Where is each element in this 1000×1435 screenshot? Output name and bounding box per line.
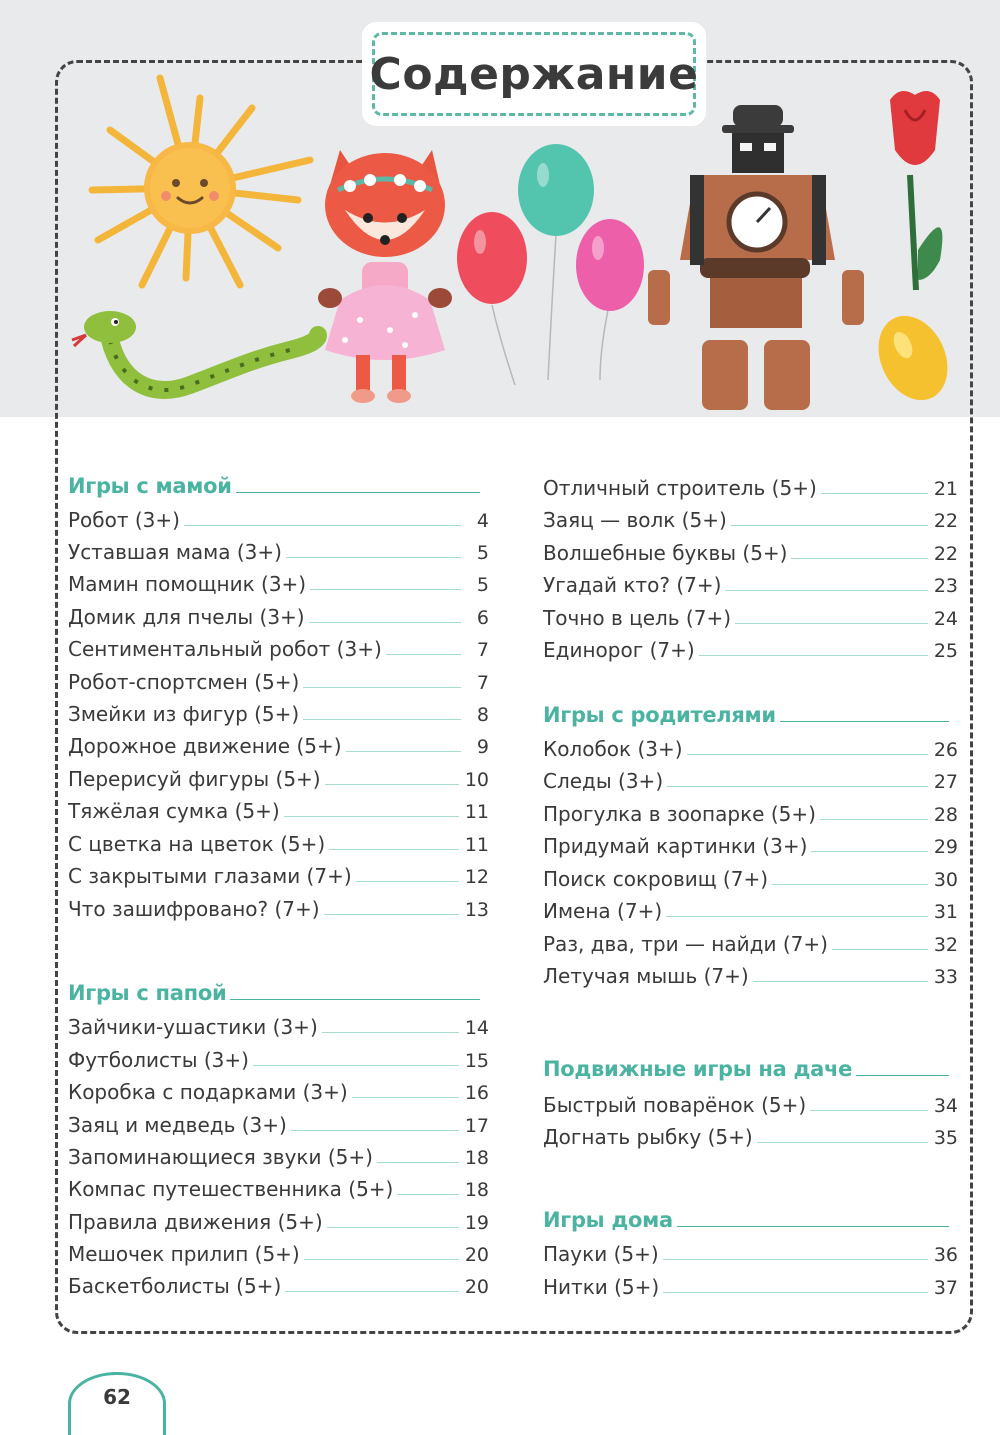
toc-entry-title: Мешочек прилип (5+) bbox=[68, 1242, 300, 1266]
toc-entry[interactable] bbox=[543, 731, 958, 761]
toc-entry-page: 5 bbox=[476, 542, 489, 564]
toc-entry[interactable] bbox=[543, 535, 958, 565]
toc-entry[interactable] bbox=[68, 566, 489, 596]
toc-entry-page: 13 bbox=[464, 899, 489, 921]
title-box bbox=[362, 22, 706, 126]
toc-entry-page: 7 bbox=[476, 672, 489, 694]
toc-entry[interactable] bbox=[68, 502, 489, 532]
dot-leader bbox=[291, 1130, 459, 1131]
dot-leader bbox=[687, 754, 928, 755]
dot-leader bbox=[303, 719, 461, 720]
dot-leader bbox=[329, 849, 459, 850]
toc-entry[interactable] bbox=[68, 664, 489, 694]
toc-entry[interactable] bbox=[68, 1236, 489, 1266]
section-heading[interactable] bbox=[68, 468, 480, 498]
section-rule bbox=[856, 1075, 949, 1077]
dot-leader bbox=[832, 949, 928, 950]
toc-entry[interactable] bbox=[68, 1139, 489, 1169]
toc-entry-title: Единорог (7+) bbox=[543, 638, 695, 662]
toc-entry-page: 6 bbox=[476, 607, 489, 629]
dot-leader bbox=[811, 851, 927, 852]
dot-leader bbox=[184, 525, 461, 526]
dot-leader bbox=[735, 623, 928, 624]
toc-entry[interactable] bbox=[543, 470, 958, 500]
toc-entry-page: 22 bbox=[933, 543, 958, 565]
toc-entry[interactable] bbox=[68, 1107, 489, 1137]
toc-entry[interactable] bbox=[543, 1236, 958, 1266]
toc-entry-page: 34 bbox=[933, 1095, 958, 1117]
section-heading-label: Игры с папой bbox=[68, 981, 227, 1005]
toc-entry-title: Придумай картинки (3+) bbox=[543, 834, 808, 858]
toc-entry-title: Догнать рыбку (5+) bbox=[543, 1125, 753, 1149]
toc-entry[interactable] bbox=[68, 1171, 489, 1201]
toc-entry-title: Заяц — волк (5+) bbox=[543, 508, 727, 532]
toc-entry-page: 29 bbox=[933, 836, 958, 858]
toc-entry-page: 8 bbox=[476, 704, 489, 726]
toc-entry-page: 18 bbox=[464, 1147, 489, 1169]
dot-leader bbox=[303, 687, 461, 688]
toc-entry-title: Нитки (5+) bbox=[543, 1275, 660, 1299]
toc-entry-page: 28 bbox=[933, 804, 958, 826]
toc-entry[interactable] bbox=[543, 796, 958, 826]
toc-entry-page: 20 bbox=[464, 1276, 489, 1298]
toc-entry[interactable] bbox=[543, 1119, 958, 1149]
dot-leader bbox=[772, 884, 928, 885]
dot-leader bbox=[324, 914, 459, 915]
toc-entry[interactable] bbox=[543, 567, 958, 597]
toc-entry-page: 15 bbox=[464, 1050, 489, 1072]
toc-entry-page: 11 bbox=[464, 834, 489, 856]
toc-entry-title: Домик для пчелы (3+) bbox=[68, 605, 305, 629]
dot-leader bbox=[820, 819, 928, 820]
toc-entry[interactable] bbox=[543, 1087, 958, 1117]
page-title: Содержание bbox=[369, 48, 699, 100]
dot-leader bbox=[310, 589, 461, 590]
dot-leader bbox=[346, 751, 461, 752]
toc-entry-title: Прогулка в зоопарке (5+) bbox=[543, 802, 816, 826]
section-heading[interactable] bbox=[68, 975, 480, 1005]
toc-entry[interactable] bbox=[68, 826, 489, 856]
page-number: 62 bbox=[103, 1385, 131, 1409]
toc-entry-title: С закрытыми глазами (7+) bbox=[68, 864, 352, 888]
toc-entry-title: Сентиментальный робот (3+) bbox=[68, 637, 382, 661]
toc-entry-title: Дорожное движение (5+) bbox=[68, 734, 342, 758]
toc-entry[interactable] bbox=[68, 858, 489, 888]
toc-entry-title: Зайчики-ушастики (3+) bbox=[68, 1015, 318, 1039]
toc-entry[interactable] bbox=[68, 728, 489, 758]
dot-leader bbox=[397, 1194, 458, 1195]
toc-entry-page: 11 bbox=[464, 801, 489, 823]
toc-entry-page: 30 bbox=[933, 869, 958, 891]
toc-entry-title: Летучая мышь (7+) bbox=[543, 964, 749, 988]
toc-entry-title: Заяц и медведь (3+) bbox=[68, 1113, 287, 1137]
toc-entry-title: Робот (3+) bbox=[68, 508, 180, 532]
toc-entry-title: Поиск сокровищ (7+) bbox=[543, 867, 769, 891]
section-heading[interactable] bbox=[543, 1051, 949, 1081]
dot-leader bbox=[309, 622, 461, 623]
toc-entry[interactable] bbox=[68, 1268, 489, 1298]
toc-entry-title: С цветка на цветок (5+) bbox=[68, 832, 326, 856]
toc-entry-title: Уставшая мама (3+) bbox=[68, 540, 282, 564]
toc-entry-title: Пауки (5+) bbox=[543, 1242, 659, 1266]
dot-leader bbox=[663, 1292, 928, 1293]
section-heading-label: Игры с мамой bbox=[68, 474, 232, 498]
toc-entry[interactable] bbox=[543, 958, 958, 988]
dot-leader bbox=[322, 1032, 459, 1033]
toc-entry-title: Футболисты (3+) bbox=[68, 1048, 249, 1072]
toc-entry-page: 24 bbox=[933, 608, 958, 630]
dot-leader bbox=[286, 557, 461, 558]
toc-entry-page: 9 bbox=[476, 736, 489, 758]
toc-entry-page: 12 bbox=[464, 866, 489, 888]
toc-entry-page: 22 bbox=[933, 510, 958, 532]
toc-entry-title: Что зашифровано? (7+) bbox=[68, 897, 320, 921]
toc-entry-page: 20 bbox=[464, 1244, 489, 1266]
toc-entry-page: 4 bbox=[476, 510, 489, 532]
dot-leader bbox=[304, 1259, 459, 1260]
toc-entry-title: Точно в цель (7+) bbox=[543, 606, 732, 630]
dot-leader bbox=[386, 654, 461, 655]
toc-entry-page: 32 bbox=[933, 934, 958, 956]
toc-entry-title: Мамин помощник (3+) bbox=[68, 572, 307, 596]
toc-entry[interactable] bbox=[543, 1269, 958, 1299]
dot-leader bbox=[725, 590, 927, 591]
toc-entry-page: 5 bbox=[476, 574, 489, 596]
toc-entry-page: 26 bbox=[933, 739, 958, 761]
toc-entry-page: 16 bbox=[464, 1082, 489, 1104]
toc-entry-title: Коробка с подарками (3+) bbox=[68, 1080, 348, 1104]
section-rule bbox=[677, 1226, 949, 1228]
toc-entry[interactable] bbox=[543, 632, 958, 662]
toc-entry[interactable] bbox=[543, 502, 958, 532]
toc-entry[interactable] bbox=[543, 926, 958, 956]
dot-leader bbox=[699, 655, 928, 656]
page-number-badge bbox=[68, 1372, 166, 1435]
toc-entry-title: Робот-спортсмен (5+) bbox=[68, 670, 300, 694]
toc-entry-page: 27 bbox=[933, 771, 958, 793]
dot-leader bbox=[663, 1259, 928, 1260]
toc-entry[interactable] bbox=[68, 1009, 489, 1039]
toc-entry-title: Отличный строитель (5+) bbox=[543, 476, 817, 500]
toc-entry-title: Змейки из фигур (5+) bbox=[68, 702, 300, 726]
dot-leader bbox=[325, 784, 459, 785]
toc-entry[interactable] bbox=[543, 828, 958, 858]
toc-entry-page: 7 bbox=[476, 639, 489, 661]
toc-entry-title: Раз, два, три — найди (7+) bbox=[543, 932, 828, 956]
toc-entry-title: Быстрый поварёнок (5+) bbox=[543, 1093, 807, 1117]
dot-leader bbox=[253, 1065, 459, 1066]
toc-entry[interactable] bbox=[543, 893, 958, 923]
toc-entry[interactable] bbox=[543, 763, 958, 793]
toc-entry-page: 25 bbox=[933, 640, 958, 662]
title-border bbox=[369, 32, 699, 116]
dot-leader bbox=[284, 816, 459, 817]
toc-entry-title: Правила движения (5+) bbox=[68, 1210, 323, 1234]
toc-entry[interactable] bbox=[68, 761, 489, 791]
section-rule bbox=[230, 999, 480, 1001]
dot-leader bbox=[791, 558, 927, 559]
toc-entry-title: Колобок (3+) bbox=[543, 737, 683, 761]
toc-entry[interactable] bbox=[68, 793, 489, 823]
dot-leader bbox=[327, 1227, 459, 1228]
section-rule bbox=[236, 492, 480, 494]
section-heading[interactable] bbox=[543, 697, 949, 727]
toc-entry-page: 18 bbox=[464, 1179, 489, 1201]
dot-leader bbox=[757, 1142, 928, 1143]
toc-entry-page: 36 bbox=[933, 1244, 958, 1266]
toc-entry-page: 37 bbox=[933, 1277, 958, 1299]
dot-leader bbox=[356, 881, 459, 882]
toc-entry-page: 31 bbox=[933, 901, 958, 923]
dot-leader bbox=[731, 525, 928, 526]
section-heading[interactable] bbox=[543, 1202, 949, 1232]
dot-leader bbox=[666, 916, 928, 917]
dot-leader bbox=[352, 1097, 459, 1098]
toc-entry-page: 14 bbox=[464, 1017, 489, 1039]
toc-entry-title: Компас путешественника (5+) bbox=[68, 1177, 394, 1201]
toc-entry[interactable] bbox=[68, 696, 489, 726]
toc-entry[interactable] bbox=[543, 600, 958, 630]
toc-entry-page: 21 bbox=[933, 478, 958, 500]
toc-entry[interactable] bbox=[68, 599, 489, 629]
toc-entry[interactable] bbox=[68, 891, 489, 921]
dot-leader bbox=[667, 786, 928, 787]
section-heading-label: Игры дома bbox=[543, 1208, 673, 1232]
section-heading-label: Игры с родителями bbox=[543, 703, 776, 727]
toc-entry-title: Тяжёлая сумка (5+) bbox=[68, 799, 280, 823]
toc-entry-page: 23 bbox=[933, 575, 958, 597]
toc-entry[interactable] bbox=[68, 1042, 489, 1072]
toc-entry[interactable] bbox=[68, 631, 489, 661]
toc-entry-page: 19 bbox=[464, 1212, 489, 1234]
toc-entry-title: Волшебные буквы (5+) bbox=[543, 541, 788, 565]
toc-entry[interactable] bbox=[68, 1204, 489, 1234]
toc-entry-page: 33 bbox=[933, 966, 958, 988]
section-heading-label: Подвижные игры на даче bbox=[543, 1057, 853, 1081]
dot-leader bbox=[285, 1291, 459, 1292]
toc-entry-title: Запоминающиеся звуки (5+) bbox=[68, 1145, 373, 1169]
dot-leader bbox=[377, 1162, 459, 1163]
dot-leader bbox=[810, 1110, 928, 1111]
toc-entry[interactable] bbox=[543, 861, 958, 891]
dot-leader bbox=[821, 493, 928, 494]
toc-entry-title: Имена (7+) bbox=[543, 899, 663, 923]
dot-leader bbox=[753, 981, 928, 982]
toc-entry[interactable] bbox=[68, 534, 489, 564]
toc-entry-title: Следы (3+) bbox=[543, 769, 664, 793]
toc-entry-title: Перерисуй фигуры (5+) bbox=[68, 767, 321, 791]
toc-entry-page: 17 bbox=[464, 1115, 489, 1137]
toc-entry-title: Баскетболисты (5+) bbox=[68, 1274, 282, 1298]
toc-entry-page: 35 bbox=[933, 1127, 958, 1149]
toc-entry[interactable] bbox=[68, 1074, 489, 1104]
section-rule bbox=[780, 721, 949, 723]
toc-entry-page: 10 bbox=[464, 769, 489, 791]
toc-entry-title: Угадай кто? (7+) bbox=[543, 573, 722, 597]
